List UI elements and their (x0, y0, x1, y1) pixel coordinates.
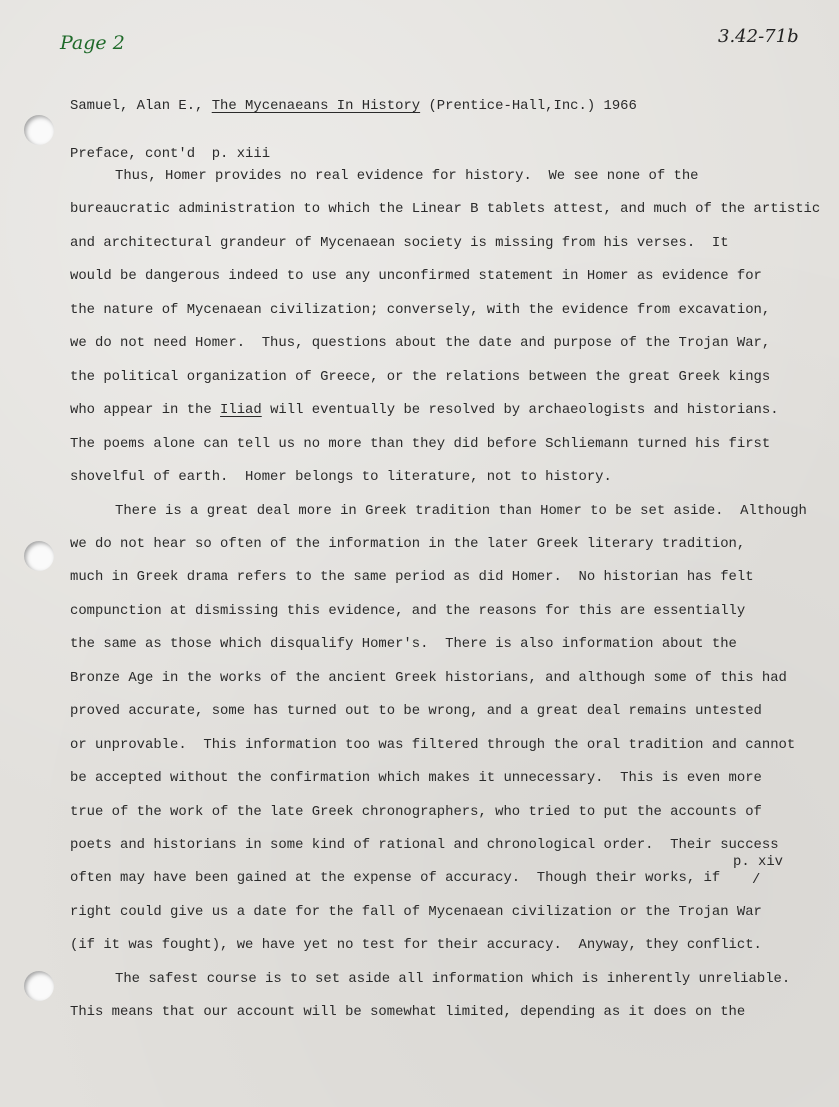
citation-publisher: (Prentice-Hall,Inc.) 1966 (420, 98, 637, 114)
text-line: true of the work of the late Greek chronographers, who tried to put the accounts of (70, 803, 762, 820)
text-line: the same as those which disqualify Homer's. There is also information about the (70, 636, 737, 653)
text-line: right could give us a date for the fall of Mycenaean civilization or the Trojan War (70, 903, 762, 920)
text-line: shovelful of earth. Homer belongs to literature, not to history. (70, 469, 612, 486)
citation-author: Samuel, Alan E., (70, 98, 212, 114)
citation-title: The Mycenaeans In History (211, 98, 421, 114)
text-line: the political organization of Greece, or the relations between the great Greek kings (70, 368, 771, 385)
text-line: compunction at dismissing this evidence, and the reasons for this are essentially (70, 602, 746, 619)
text-line: be accepted without the confirmation which makes it unnecessary. This is even more (70, 770, 762, 787)
punch-hole (24, 541, 54, 571)
underlined-title: Iliad (220, 402, 262, 419)
text-line: poets and historians in some kind of rational and chronological order. Their success (70, 837, 779, 853)
text-line: or unprovable. This information too was filtered through the oral tradition and cannot (70, 736, 796, 753)
punch-hole (24, 115, 54, 145)
text-line: This means that our account will be somewhat limited, depending as it does on the (70, 1004, 746, 1021)
text-line: The poems alone can tell us no more than they did before Schliemann turned his first (70, 435, 771, 452)
text-line: The safest course is to set aside all information which is inherently unreliable. (115, 970, 791, 987)
text-line: Bronze Age in the works of the ancient Greek historians, and although some of this had (70, 669, 787, 686)
text-line: (if it was fought), we have yet no test for their accuracy. Anyway, they conflict. (70, 937, 762, 954)
text-line: often may have been gained at the expense of accuracy. Though their works, if (70, 870, 721, 887)
text-line: would be dangerous indeed to use any unconfirmed statement in Homer as evidence for (70, 268, 762, 285)
text-line: and architectural grandeur of Mycenaean society is missing from his verses. It (70, 234, 729, 251)
text-line: Thus, Homer provides no real evidence for history. We see none of the (115, 168, 699, 184)
handwritten-call-number: 3.42-71b (718, 26, 799, 47)
text-line: the nature of Mycenaean civilization; conversely, with the evidence from excavation, (70, 301, 771, 318)
handwritten-page-label: Page 2 (60, 32, 125, 54)
text-line: much in Greek drama refers to the same period as did Homer. No historian has felt (70, 569, 754, 586)
citation-line (70, 97, 637, 115)
text-segment: will eventually be resolved by archaeologists and historians. (261, 402, 779, 419)
text-line: bureaucratic administration to which the Linear B tablets attest, and much of the artistic (70, 201, 821, 218)
margin-page-note: p. xiv (733, 854, 784, 870)
text-line: There is a great deal more in Greek tradition than Homer to be set aside. Although (115, 502, 807, 519)
text-line: proved accurate, some has turned out to be wrong, and a great deal remains untested (70, 703, 762, 720)
text-segment: who appear in the (70, 402, 221, 419)
text-line: we do not hear so often of the information in the later Greek literary tradition, (70, 535, 746, 552)
section-heading: Preface, cont'd p. xiii (70, 146, 271, 162)
margin-slash: / (752, 872, 761, 888)
text-line: we do not need Homer. Thus, questions about the date and purpose of the Trojan War, (70, 335, 771, 352)
punch-hole (24, 971, 54, 1001)
text-line (70, 401, 779, 419)
